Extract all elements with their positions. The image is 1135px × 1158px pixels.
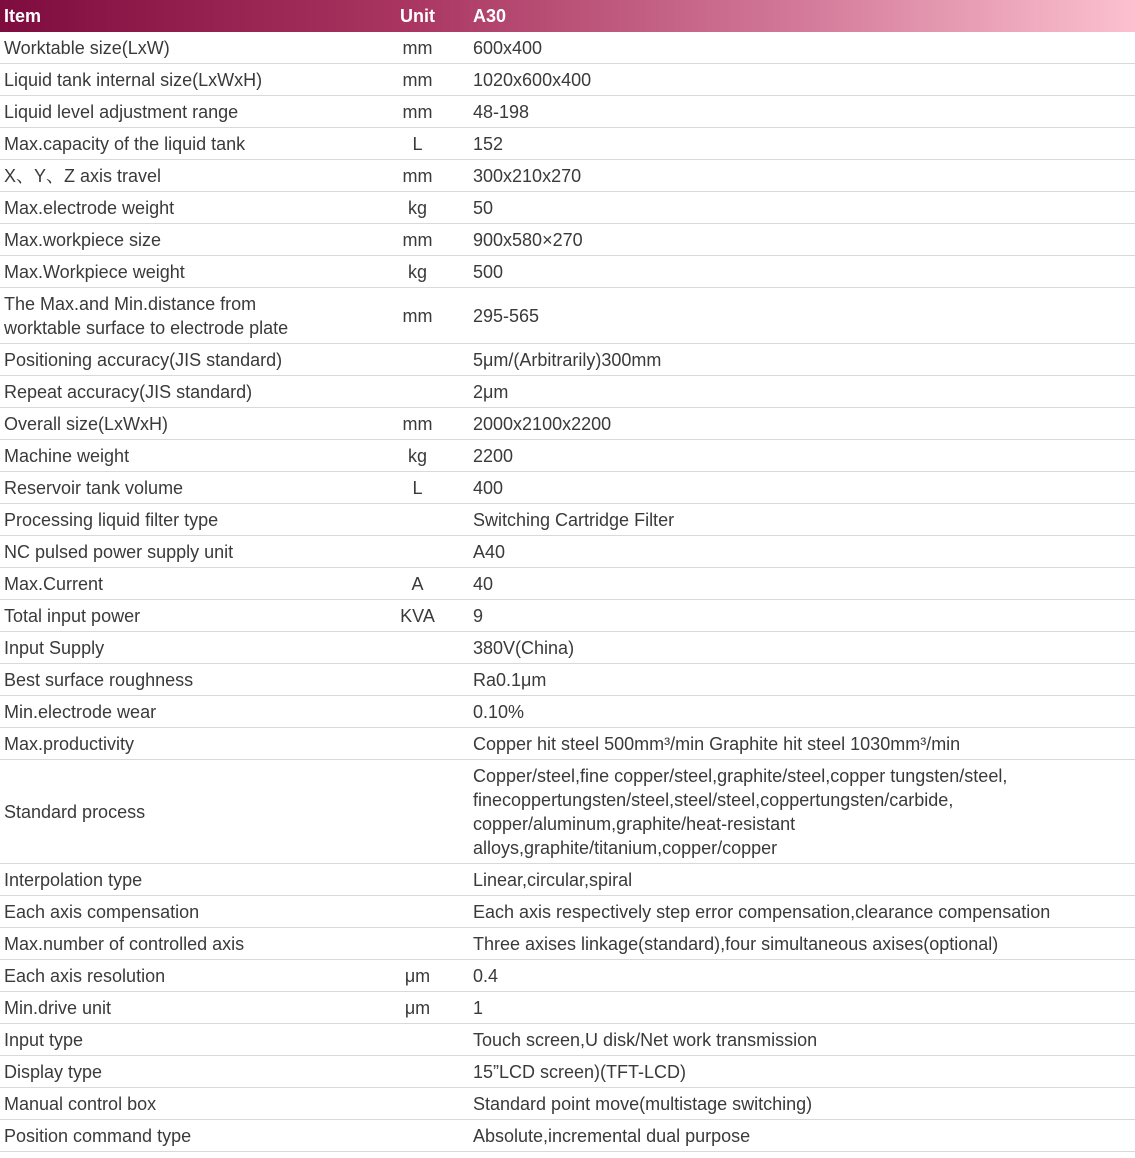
table-row (0, 288, 1135, 344)
item-cell: Max.electrode weight (0, 192, 366, 224)
header-unit: Unit (400, 5, 435, 26)
value-cell: 900x580×270 (469, 224, 1135, 256)
value-cell: 295-565 (469, 288, 1135, 344)
unit-cell: L (366, 128, 469, 160)
table-row (0, 64, 1135, 96)
table-row (0, 1088, 1135, 1120)
table-row (0, 696, 1135, 728)
value-cell: 15”LCD screen)(TFT-LCD) (469, 1056, 1135, 1088)
item-cell: Standard process (0, 760, 366, 864)
value-cell: 1020x600x400 (469, 64, 1135, 96)
table-row (0, 224, 1135, 256)
item-cell: Machine weight (0, 440, 366, 472)
table-row (0, 896, 1135, 928)
unit-cell: kg (366, 440, 469, 472)
item-cell: Processing liquid filter type (0, 504, 366, 536)
value-cell: 400 (469, 472, 1135, 504)
value-cell: 1 (469, 992, 1135, 1024)
item-cell: Position command type (0, 1120, 366, 1152)
item-cell: Min.drive unit (0, 992, 366, 1024)
item-cell: Reservoir tank volume (0, 472, 366, 504)
unit-cell: KVA (366, 600, 469, 632)
unit-cell (366, 864, 469, 896)
unit-cell (366, 376, 469, 408)
table-row (0, 928, 1135, 960)
table-row (0, 536, 1135, 568)
table-row (0, 376, 1135, 408)
item-cell: Overall size(LxWxH) (0, 408, 366, 440)
value-cell: Each axis respectively step error compensation,clearance compensation (469, 896, 1135, 928)
value-cell: Copper hit steel 500mm³/min Graphite hit steel 1030mm³/min (469, 728, 1135, 760)
item-cell: Max.Current (0, 568, 366, 600)
table-row (0, 128, 1135, 160)
unit-cell (366, 696, 469, 728)
unit-cell (366, 928, 469, 960)
table-row (0, 440, 1135, 472)
unit-cell: mm (366, 288, 469, 344)
value-cell: Copper/steel,fine copper/steel,graphite/steel,copper tungsten/steel, finecoppertungsten/steel,steel/steel,coppertungsten/carbide, copper/aluminum,graphite/heat-resistant alloys,graphite/titanium,copper/copper (469, 760, 1135, 864)
item-cell: Display type (0, 1056, 366, 1088)
item-cell: Min.electrode wear (0, 696, 366, 728)
table-row (0, 600, 1135, 632)
table-row (0, 192, 1135, 224)
item-cell: Input type (0, 1024, 366, 1056)
item-cell: Max.number of controlled axis (0, 928, 366, 960)
unit-cell: A (366, 568, 469, 600)
unit-cell (366, 1120, 469, 1152)
unit-cell (366, 896, 469, 928)
unit-cell: mm (366, 96, 469, 128)
table-row (0, 408, 1135, 440)
item-cell: Max.Workpiece weight (0, 256, 366, 288)
item-cell: Positioning accuracy(JIS standard) (0, 344, 366, 376)
value-cell: Absolute,incremental dual purpose (469, 1120, 1135, 1152)
item-cell: Worktable size(LxW) (0, 32, 366, 64)
value-cell: Ra0.1μm (469, 664, 1135, 696)
value-cell: Touch screen,U disk/Net work transmission (469, 1024, 1135, 1056)
item-cell: Each axis compensation (0, 896, 366, 928)
item-cell: Liquid level adjustment range (0, 96, 366, 128)
item-cell: The Max.and Min.distance from worktable surface to electrode plate (0, 288, 366, 344)
unit-cell (366, 344, 469, 376)
value-cell: 40 (469, 568, 1135, 600)
table-row (0, 160, 1135, 192)
table-row (0, 1056, 1135, 1088)
table-row (0, 256, 1135, 288)
item-cell: Max.workpiece size (0, 224, 366, 256)
header-row (0, 0, 1135, 32)
value-cell: 380V(China) (469, 632, 1135, 664)
unit-cell: μm (366, 960, 469, 992)
table-row (0, 504, 1135, 536)
value-cell: 0.4 (469, 960, 1135, 992)
value-cell: 2200 (469, 440, 1135, 472)
item-cell: X、Y、Z axis travel (0, 160, 366, 192)
unit-cell: mm (366, 32, 469, 64)
table-row (0, 96, 1135, 128)
unit-cell (366, 1088, 469, 1120)
value-cell: 500 (469, 256, 1135, 288)
item-cell: Repeat accuracy(JIS standard) (0, 376, 366, 408)
unit-cell: kg (366, 256, 469, 288)
item-cell: Total input power (0, 600, 366, 632)
value-cell: 152 (469, 128, 1135, 160)
unit-cell: mm (366, 160, 469, 192)
unit-cell: L (366, 472, 469, 504)
table-row (0, 472, 1135, 504)
table-row (0, 632, 1135, 664)
unit-cell (366, 504, 469, 536)
value-cell: 2000x2100x2200 (469, 408, 1135, 440)
unit-cell: mm (366, 224, 469, 256)
item-cell: Max.capacity of the liquid tank (0, 128, 366, 160)
header-model: A30 (473, 5, 507, 26)
table-row (0, 664, 1135, 696)
unit-cell (366, 632, 469, 664)
value-cell: 0.10% (469, 696, 1135, 728)
unit-cell (366, 760, 469, 864)
table-row (0, 960, 1135, 992)
header-item: Item (4, 5, 42, 26)
item-cell: Max.productivity (0, 728, 366, 760)
table-row (0, 728, 1135, 760)
item-cell: Liquid tank internal size(LxWxH) (0, 64, 366, 96)
value-cell: 600x400 (469, 32, 1135, 64)
value-cell: A40 (469, 536, 1135, 568)
table-row (0, 344, 1135, 376)
unit-cell (366, 728, 469, 760)
item-cell: Input Supply (0, 632, 366, 664)
table-row (0, 864, 1135, 896)
value-cell: 50 (469, 192, 1135, 224)
table-row (0, 32, 1135, 64)
table-row (0, 568, 1135, 600)
unit-cell: μm (366, 992, 469, 1024)
table-row (0, 1120, 1135, 1152)
value-cell: 2μm (469, 376, 1135, 408)
item-cell: Each axis resolution (0, 960, 366, 992)
value-cell: Switching Cartridge Filter (469, 504, 1135, 536)
value-cell: Standard point move(multistage switching) (469, 1088, 1135, 1120)
unit-cell (366, 536, 469, 568)
table-row (0, 1024, 1135, 1056)
item-cell: Interpolation type (0, 864, 366, 896)
unit-cell (366, 1024, 469, 1056)
unit-cell: kg (366, 192, 469, 224)
item-cell: Best surface roughness (0, 664, 366, 696)
value-cell: Linear,circular,spiral (469, 864, 1135, 896)
item-cell: Manual control box (0, 1088, 366, 1120)
unit-cell: mm (366, 408, 469, 440)
unit-cell (366, 664, 469, 696)
value-cell: 300x210x270 (469, 160, 1135, 192)
value-cell: 48-198 (469, 96, 1135, 128)
unit-cell: mm (366, 64, 469, 96)
value-cell: 5μm/(Arbitrarily)300mm (469, 344, 1135, 376)
unit-cell (366, 1056, 469, 1088)
item-cell: NC pulsed power supply unit (0, 536, 366, 568)
value-cell: 9 (469, 600, 1135, 632)
value-cell: Three axises linkage(standard),four simultaneous axises(optional) (469, 928, 1135, 960)
table-row (0, 760, 1135, 864)
table-row (0, 992, 1135, 1024)
